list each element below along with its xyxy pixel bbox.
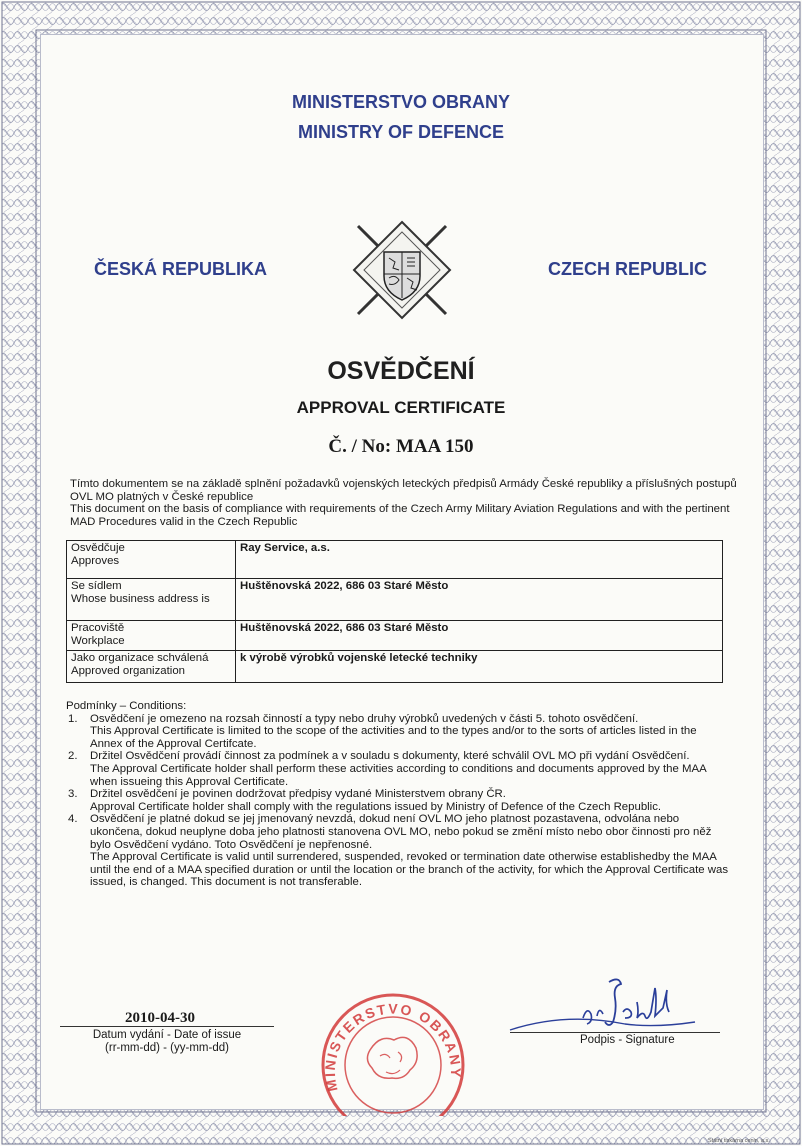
intro-text-cz: Tímto dokumentem se na základě splnění požadavků vojenských leteckých předpisů Armády České republiky a příslušných postupů OVL MO platných v České republice bbox=[70, 478, 737, 503]
condition-text-cz: Osvědčení je omezeno na rozsah činností a typy nebo druhy výrobků uvedených v části 5. tohoto osvědčení. bbox=[90, 712, 639, 725]
label-cz: Se sídlem bbox=[71, 580, 122, 592]
intro-text-en: This document on the basis of compliance with requirements of the Czech Army Military Aviation Regulations and with the pertinent MAD Procedures valid in the Czech Republic bbox=[70, 503, 730, 528]
condition-number: 4. bbox=[68, 813, 78, 826]
certificate-subtitle: APPROVAL CERTIFICATE bbox=[296, 398, 506, 417]
label-en: Approves bbox=[71, 554, 120, 567]
field-label-workplace bbox=[67, 621, 236, 651]
label-cz: Jako organizace schválená bbox=[71, 652, 209, 664]
date-label-line-1: Datum vydání - Date of issue bbox=[92, 1029, 242, 1041]
field-value-workplace: Huštěnovská 2022, 686 03 Staré Město bbox=[236, 621, 723, 651]
certificate-number: Č. / No: MAA 150 bbox=[328, 436, 474, 457]
certificate-title: OSVĚDČENÍ bbox=[327, 357, 475, 385]
stamp-text: MINISTERSTVO OBRANY bbox=[321, 1000, 465, 1093]
issue-date: 2010-04-30 bbox=[125, 1010, 195, 1026]
ministry-title-cz: MINISTERSTVO OBRANY bbox=[291, 92, 510, 112]
field-label-organization bbox=[67, 651, 236, 683]
printer-note: Státní tiskárna cenin, a.s. bbox=[708, 1138, 770, 1144]
condition-number: 1. bbox=[68, 712, 78, 725]
condition-number: 2. bbox=[68, 750, 78, 763]
label-en: Workplace bbox=[71, 634, 125, 647]
czech-army-emblem-icon bbox=[350, 218, 454, 322]
date-rule bbox=[60, 1026, 274, 1027]
condition-text-cz: Držitel Osvědčení provádí činnost za podmínek a v souladu s dokumenty, které schválil OVL MO při vydání Osvědčení. bbox=[90, 750, 690, 763]
field-label-approves bbox=[67, 541, 236, 579]
label-en: Approved organization bbox=[71, 664, 185, 677]
date-label bbox=[60, 1029, 274, 1055]
label-cz: Pracoviště bbox=[71, 622, 125, 634]
condition-number: 3. bbox=[68, 788, 78, 801]
official-round-stamp bbox=[318, 990, 468, 1116]
condition-text-cz: Osvědčení je platné dokud se jej jmenovaný nevzdá, dokud není OVL MO jeho platnost pozastavena, odvolána nebo ukončena, dokud neuplyne doba jeho platnosti stanovena OVL MO, nebo pokud se změní místo nebo obor činnosti pro něž bylo Osvědčení vydáno. Toto Osvědčení je nepřenosné. bbox=[90, 813, 712, 851]
field-label-address bbox=[67, 579, 236, 621]
condition-item bbox=[66, 750, 731, 788]
condition-item bbox=[66, 713, 731, 751]
signature-rule bbox=[510, 1032, 720, 1033]
condition-text-en: The Approval Certificate holder shall perform these activities according to conditions and documents approved by the MAA when issueing this Approval Certificate. bbox=[90, 762, 707, 788]
label-cz: Osvědčuje bbox=[71, 542, 125, 554]
condition-text-en: This Approval Certificate is limited to the scope of the activities and to the types and/or to the sorts of articles listed in the Annex of the Approval Certifcate. bbox=[90, 725, 697, 750]
condition-text-en: The Approval Certificate is valid until surrendered, suspended, revoked or termination date otherwise establishedby the MAA until the end of a MAA specified duration or until the location or the branch of the activity, for which the Approval Certificate was issued, is changed. This document is not transferable. bbox=[90, 851, 729, 889]
field-value-address: Huštěnovská 2022, 686 03 Staré Město bbox=[236, 579, 723, 621]
ministry-title-en: MINISTRY OF DEFENCE bbox=[297, 122, 504, 142]
label-en: Whose business address is bbox=[71, 592, 210, 605]
certificate-fields-table bbox=[66, 540, 723, 683]
table-row bbox=[67, 541, 723, 579]
table-row bbox=[67, 651, 723, 683]
conditions-section bbox=[66, 700, 731, 889]
condition-item bbox=[66, 813, 731, 889]
date-label-line-2: (rr-mm-dd) - (yy-mm-dd) bbox=[105, 1042, 229, 1054]
condition-text-en: Approval Certificate holder shall comply with the regulations issued by Ministry of Defence of the Czech Republic. bbox=[90, 800, 662, 813]
field-value-approves: Ray Service, a.s. bbox=[236, 541, 723, 579]
country-cz: ČESKÁ REPUBLIKA bbox=[94, 259, 268, 279]
signature-label: Podpis - Signature bbox=[580, 1034, 675, 1046]
country-en: CZECH REPUBLIC bbox=[548, 259, 708, 279]
table-row bbox=[67, 579, 723, 621]
intro-text bbox=[70, 478, 740, 528]
field-value-organization: k výrobě výrobků vojenské letecké techniky bbox=[236, 651, 723, 683]
condition-item bbox=[66, 788, 731, 813]
condition-text-cz: Držitel osvědčení je povinen dodržovat předpisy vydané Ministerstvem obrany ČR. bbox=[90, 788, 506, 801]
table-row bbox=[67, 621, 723, 651]
conditions-heading: Podmínky – Conditions: bbox=[66, 700, 187, 712]
